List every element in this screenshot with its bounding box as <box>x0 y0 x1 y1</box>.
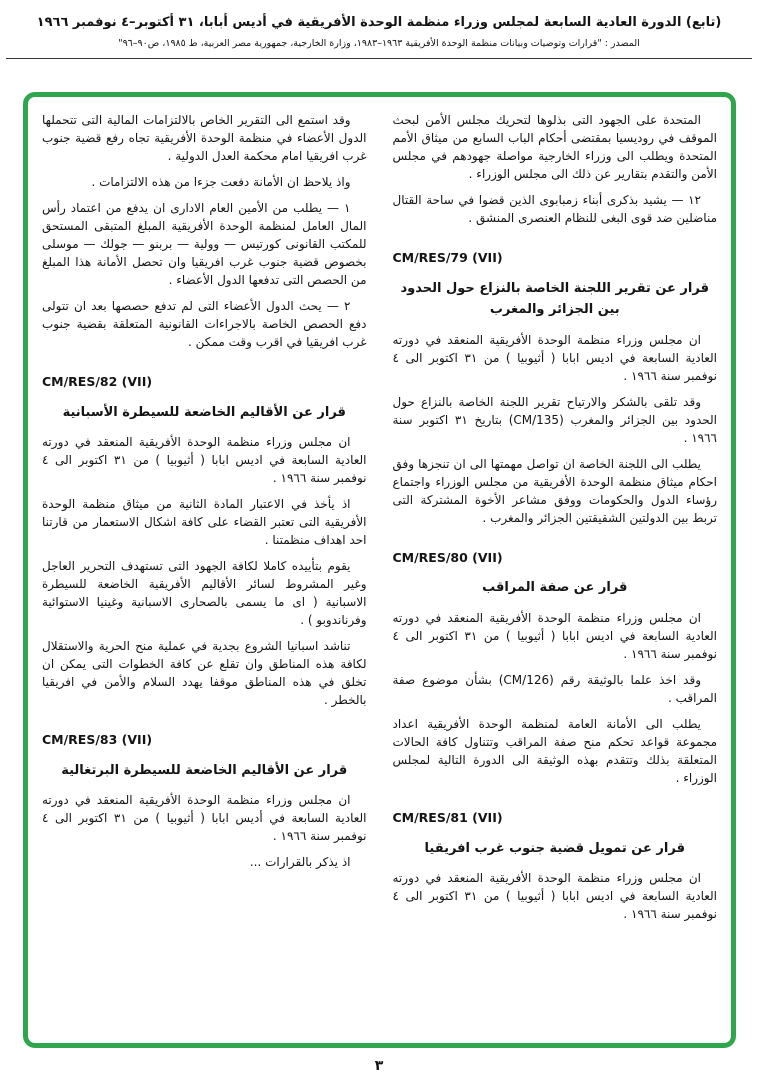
header-source: المصدر : "قرارات وتوصيات وبيانات منظمة الوحدة الأفريقية ١٩٦٣–١٩٨٣، وزارة الخارجية، جمهورية مصر العربية، ط ١٩٨٥، ص٩٠–٩٦" <box>118 38 640 49</box>
paragraph: ان مجلس وزراء منظمة الوحدة الأفريقية المنعقد في دورته العادية السابعة في اديس ابابا ( أثيوبيا ) من ٣١ اكتوبر الى ٤ نوفمبر سنة ١٩٦٦ . <box>42 435 367 486</box>
resolution-ref: CM/RES/80 (VII) <box>392 549 503 565</box>
content-border <box>23 92 736 1048</box>
header-title: (تابع) الدورة العادية السابعة لمجلس وزراء منظمة الوحدة الأفريقية في أديس أبابا، ٣١ أكتوبر–٤ نوفمبر ١٩٦٦ <box>36 15 722 30</box>
paragraph: ان مجلس وزراء منظمة الوحدة الأفريقية المنعقد في دورته العادية السابعة في اديس ابابا ( أثيوبيا ) من ٣١ اكتوبر الى ٤ نوفمبر سنة ١٩٦٦ . <box>392 871 717 921</box>
paragraph: واذ يلاحظ ان الأمانة دفعت جزءا من هذه الالتزامات . <box>91 175 351 189</box>
paragraph: ١ — يطلب من الأمين العام الادارى ان يدفع من اعتماد رأس المال العامل لمنظمة الوحدة الأفريقية المبلغ المتبقى المستحق للمكتب القانونى كورتيس — وولية — بربنو — جولك — موسلى بخصوص قضية جنوب غرب افريقيا وان تحصل الأمانة هذا المبلغ من الحصص التى تدفعها الدول الأعضاء . <box>42 201 367 287</box>
resolution-ref: CM/RES/81 (VII) <box>392 809 503 825</box>
paragraph: ان مجلس وزراء منظمة الوحدة الأفريقية المنعقد في دورته العادية السابعة في أديس ابابا ( أثيوبيا ) من ٣١ اكتوبر الى ٤ نوفمبر سنة ١٩٦٦ . <box>42 793 367 844</box>
page-header <box>0 0 758 59</box>
paragraph: يطلب الى اللجنة الخاصة ان تواصل مهمتها الى ان تنجزها وفق احكام ميثاق منظمة الوحدة الأفريقية من مجلس الوزراء واجتماع رؤساء الدول والحكومات ووفق مشاعر الأخوة المشتركة التى تربط بين الدولتين الشقيقتين الجزائر والمغرب . <box>392 456 717 525</box>
paragraph: وقد تلقى بالشكر والارتياح تقرير اللجنة الخاصة بالنزاع حول الحدود بين الجزائر والمغرب (CM/135) بتاريخ ٣١ اكتوبر سنة ١٩٦٦ . <box>392 394 717 445</box>
paragraph: ان مجلس وزراء منظمة الوحدة الأفريقية المنعقد في دورته العادية السابعة في اديس ابابا ( أثيوبيا ) من ٣١ اكتوبر الى ٤ نوفمبر سنة ١٩٦٦ . <box>392 610 717 661</box>
paragraph: ١٢ — يشيد بذكرى أبناء زمبابوى الذين قضوا في ساحة القتال مناضلين ضد قوى البغى للنظام العنصرى المنشق . <box>392 193 717 225</box>
paragraph: يطلب الى الأمانة العامة لمنظمة الوحدة الأفريقية اعداد مجموعة قواعد تحكم منح صفة المراقب وتتناول كافة الحالات المتعلقة بذلك وتتقدم بهذه الوثيقة الى الدورة التالية لمجلس الوزراء . <box>392 716 717 785</box>
header-rule <box>6 58 752 59</box>
resolution-title: قرار عن الأقاليم الخاضعة للسيطرة الأسبانية <box>62 404 346 420</box>
resolution-title: قرار عن تقرير اللجنة الخاصة بالنزاع حول الحدود بين الجزائر والمغرب <box>400 280 709 318</box>
resolution-ref: CM/RES/79 (VII) <box>392 250 503 265</box>
resolution-title: قرار عن الأقاليم الخاضعة للسيطرة البرتغالية <box>61 762 348 778</box>
resolution-title: قرار عن صفة المراقب <box>482 580 628 596</box>
resolution-ref: CM/RES/82 (VII) <box>42 374 153 389</box>
two-column-layout <box>42 111 717 1035</box>
page-number: ٣ <box>374 1058 384 1074</box>
paragraph: وقد اخذ علما بالوثيقة رقم (CM/126) بشأن موضوع صفة المراقب . <box>392 672 717 705</box>
column-right <box>393 111 718 1035</box>
paragraph: ان مجلس وزراء منظمة الوحدة الأفريقية المنعقد في دورته العادية السابعة في اديس ابابا ( أثيوبيا ) من ٣١ اكتوبر الى ٤ نوفمبر سنة ١٩٦٦ . <box>392 332 717 383</box>
paragraph: ٢ — يحث الدول الأعضاء التى لم تدفع حصصها بعد ان تتولى دفع الحصص الخاصة بالاجراءات القانونية المتعلقة بقضية جنوب غرب افريقيا في اقرب وقت ممكن . <box>42 299 367 349</box>
paragraph: اذ يذكر بالقرارات ... <box>249 855 351 870</box>
paragraph: وقد استمع الى التقرير الخاص بالالتزامات المالية التى تتحملها الدول الأعضاء في منظمة الوحدة الأفريقية تجاه رفع قضية جنوب غرب افريقيا امام محكمة العدل الدولية . <box>42 113 367 163</box>
paragraph: تناشد اسبانيا الشروع بجدية في عملية منح الحرية والاستقلال لكافة هذه المناطق وان تقلع عن كافة الخطوات التى يمكن ان تخلق في هذه المناطق موقفا يهدد السلام والأمن في افريقيا بالخطر . <box>42 639 367 708</box>
column-left <box>42 111 367 1035</box>
paragraph: المتحدة على الجهود التى بذلوها لتحريك مجلس الأمن لبحث الموقف في روديسيا بمقتضى أحكام الباب السابع من ميثاق الأمم المتحدة ويطلب الى وزراء الخارجية مواصلة جهودهم في مجلس الأمن والتقدم بتقارير عن ذلك الى مجلس الوزراء . <box>392 113 717 181</box>
paragraph: يقوم بتأييده كاملا لكافة الجهود التى تستهدف التحرير العاجل وغير المشروط لسائر الأقاليم الأفريقية الخاضعة للسيطرة الاسبانية ( اى ما يسمى بالصحارى الاسبانية وغينيا الاستوائية وفرناندوبو ) . <box>42 559 367 628</box>
resolution-ref: CM/RES/83 (VII) <box>42 732 153 748</box>
paragraph: اذ يأخذ في الاعتبار المادة الثانية من ميثاق منظمة الوحدة الأفريقية التى تعتبر القضاء على كافة اشكال الاستعمار من قارتنا احد اهداف منظمتنا . <box>42 497 367 548</box>
resolution-title: قرار عن تمويل قضية جنوب غرب افريقيا <box>424 840 685 856</box>
